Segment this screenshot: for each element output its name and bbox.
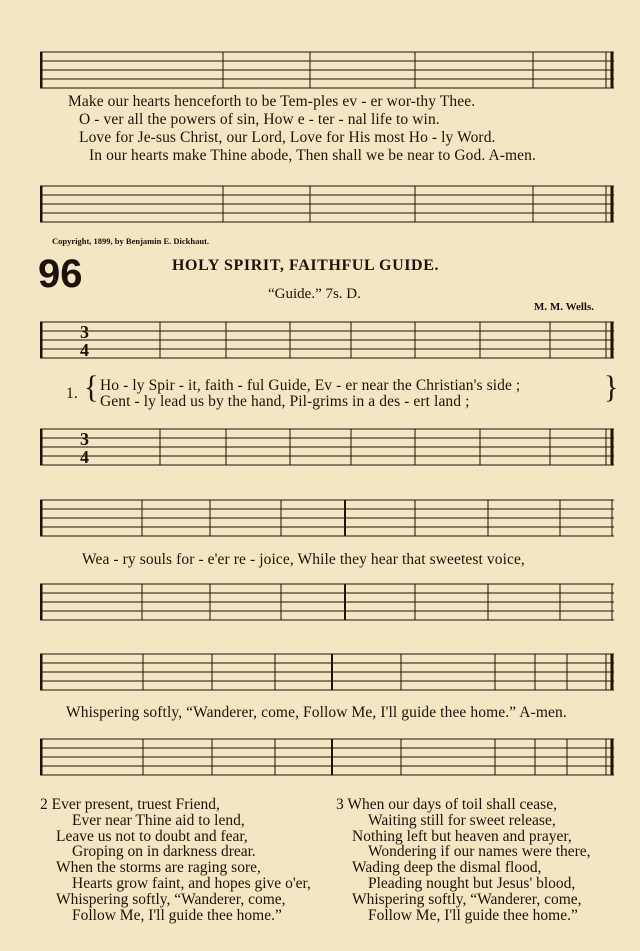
stanza-2-line: When the storms are raging sore, xyxy=(56,859,261,877)
system2-treble-staff xyxy=(40,496,614,542)
prev-lyric-line-2: O - ver all the powers of sin, How e - ter - nal life to win. xyxy=(79,111,440,128)
right-brace: } xyxy=(604,370,619,405)
stanza-2 xyxy=(40,797,311,923)
stanza-3-line: Nothing left but heaven and prayer, xyxy=(352,827,572,845)
stanza1-line-d: Whispering softly, “Wanderer, come, Follow Me, I'll guide thee home.” A-men. xyxy=(66,704,567,721)
stanza-2-line: Leave us not to doubt and fear, xyxy=(56,827,248,845)
stanza-2-line: Whispering softly, “Wanderer, come, xyxy=(56,890,286,908)
stanza-3-line: Wading deep the dismal flood, xyxy=(352,859,542,877)
stanza-3-line: Whispering softly, “Wanderer, come, xyxy=(352,890,582,908)
stanza1-line-b: Gent - ly lead us by the hand, Pil-grims in a des - ert land ; xyxy=(100,393,470,410)
system3-treble-staff xyxy=(40,650,614,696)
hymn-title: HOLY SPIRIT, FAITHFUL GUIDE. xyxy=(172,257,440,274)
stanza-3-line: 3 When our days of toil shall cease, xyxy=(336,796,557,813)
stanza-3-line: Waiting still for sweet release, xyxy=(368,811,556,829)
prev-lyric-line-1: Make our hearts henceforth to be Tem-ples ev - er wor-thy Thee. xyxy=(68,93,476,110)
system3-bass-staff xyxy=(40,735,614,781)
stanza-2-line: Ever near Thine aid to lend, xyxy=(72,811,245,829)
stanza-3 xyxy=(336,797,591,923)
copyright-notice: Copyright, 1899, by Benjamin E. Dickhaut. xyxy=(52,236,210,246)
stanza1-line-c: Wea - ry souls for - e'er re - joice, While they hear that sweetest voice, xyxy=(82,551,525,568)
svg-text:3: 3 xyxy=(80,322,89,342)
stanza1-line-a: Ho - ly Spir - it, faith - ful Guide, Ev - er near the Christian's side ; xyxy=(100,377,521,394)
bass-staff xyxy=(40,182,614,228)
svg-text:4: 4 xyxy=(80,340,89,360)
stanza-3-line: Follow Me, I'll guide thee home.” xyxy=(368,906,578,924)
stanza-2-line: Hearts grow faint, and hopes give o'er, xyxy=(72,874,311,892)
stanza-2-line: Groping on in darkness drear. xyxy=(72,843,256,861)
stanza-2-number: 2 xyxy=(40,796,48,813)
stanza1-verse-number: 1. xyxy=(66,385,78,402)
prev-lyric-line-4: In our hearts make Thine abode, Then shall we be near to God. A-men. xyxy=(89,147,536,164)
composer: M. M. Wells. xyxy=(534,301,594,313)
stanza-2-line: 2 Ever present, truest Friend, xyxy=(40,796,220,813)
system1-treble-staff xyxy=(40,318,614,364)
prev-lyric-line-3: Love for Je-sus Christ, our Lord, Love for His most Ho - ly Word. xyxy=(79,129,496,146)
stanza-2-line: Follow Me, I'll guide thee home.” xyxy=(72,906,282,924)
tune-name: “Guide.” 7s. D. xyxy=(268,286,361,302)
stanza-3-line: Pleading nought but Jesus' blood, xyxy=(368,874,576,892)
previous-hymn-section xyxy=(0,0,640,246)
system1-bass-staff xyxy=(40,425,614,471)
stanza-3-number: 3 xyxy=(336,796,344,813)
hymn-number: 96 xyxy=(38,252,83,296)
stanza-3-line: Wondering if our names were there, xyxy=(368,843,591,861)
svg-text:4: 4 xyxy=(80,447,89,467)
left-brace: { xyxy=(84,370,99,405)
treble-staff xyxy=(40,48,614,94)
system2-bass-staff xyxy=(40,580,614,626)
svg-text:3: 3 xyxy=(80,429,89,449)
